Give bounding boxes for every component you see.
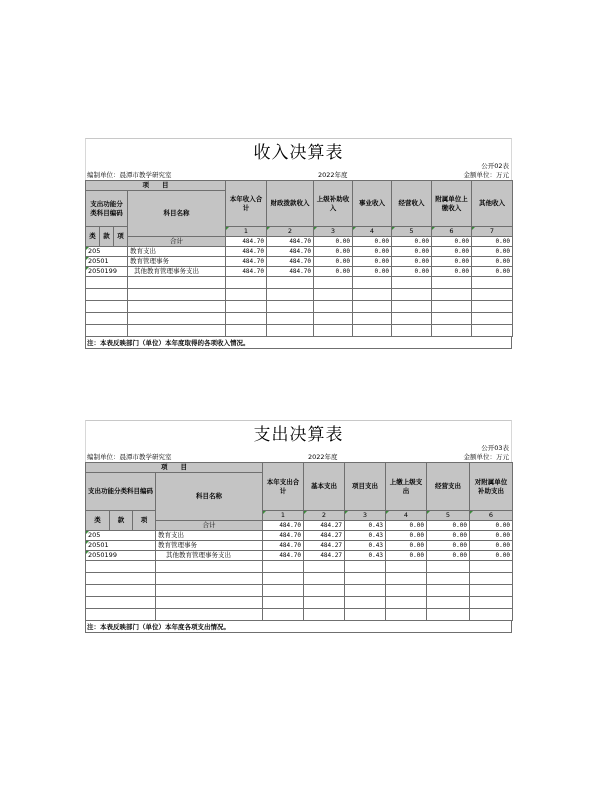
expense-colnum-2: 2 — [304, 511, 345, 521]
expense-total-1: 484.70 — [263, 521, 304, 531]
income-form-no: 公开02表 — [481, 162, 509, 170]
income-colnum-3: 3 — [314, 227, 353, 237]
row-value: 484.70 — [263, 551, 304, 561]
income-total-1: 484.70 — [226, 237, 267, 247]
income-colnum-5: 5 — [392, 227, 432, 237]
income-formno-row — [85, 162, 512, 171]
expense-total-4: 0.00 — [386, 521, 427, 531]
income-total-label: 合计 — [128, 237, 226, 247]
income-total-3: 0.00 — [314, 237, 353, 247]
row-value: 0.00 — [470, 531, 513, 541]
expense-unit: 编制单位：晨潭市教学研究室 — [87, 453, 172, 461]
row-name: 教育支出 — [128, 247, 226, 257]
row-value: 0.00 — [432, 247, 472, 257]
row-value: 0.00 — [386, 531, 427, 541]
table-row — [86, 247, 513, 257]
row-value: 484.70 — [263, 531, 304, 541]
expense-colnum-4: 4 — [386, 511, 427, 521]
expense-currency: 金额单位：万元 — [463, 453, 509, 461]
empty-row — [86, 597, 513, 609]
row-code: 20501 — [86, 257, 128, 267]
empty-row — [86, 325, 513, 337]
row-value: 0.00 — [432, 267, 472, 277]
row-value: 0.00 — [314, 257, 353, 267]
empty-row — [86, 289, 513, 301]
row-code: 20501 — [86, 541, 156, 551]
income-year: 2022年度 — [318, 171, 348, 179]
empty-row — [86, 585, 513, 597]
expense-total-5: 0.00 — [427, 521, 470, 531]
expense-colnum-1: 1 — [263, 511, 304, 521]
empty-row — [86, 277, 513, 289]
row-value: 0.00 — [386, 551, 427, 561]
expense-year: 2022年度 — [308, 453, 338, 461]
row-value: 0.00 — [432, 257, 472, 267]
row-value: 0.43 — [345, 531, 386, 541]
income-colnum-4: 4 — [353, 227, 392, 237]
row-name: 教育管理事务 — [156, 541, 263, 551]
income-total-7: 0.00 — [472, 237, 513, 247]
income-col-header-5: 经营收入 — [392, 181, 432, 227]
income-code-header: 支出功能分类科目编码 — [86, 191, 128, 227]
expense-colnum-3: 3 — [345, 511, 386, 521]
row-value: 484.70 — [267, 247, 314, 257]
row-value: 0.00 — [472, 267, 513, 277]
row-value: 0.00 — [314, 247, 353, 257]
income-unit: 编制单位：晨潭市教学研究室 — [87, 171, 172, 179]
expense-total-3: 0.43 — [345, 521, 386, 531]
expense-item-header: 项 目 — [86, 463, 263, 473]
row-name: 其他教育管理事务支出 — [128, 267, 226, 277]
expense-col-header-2: 基本支出 — [304, 463, 345, 511]
expense-colnum-6: 6 — [470, 511, 513, 521]
table-row — [86, 267, 513, 277]
income-statement — [85, 138, 512, 349]
income-col-header-6: 附属单位上缴收入 — [432, 181, 472, 227]
income-total-6: 0.00 — [432, 237, 472, 247]
income-note: 注：本表反映部门（单位）本年度取得的各项收入情况。 — [85, 337, 512, 349]
income-table — [85, 180, 513, 337]
row-value: 0.00 — [353, 257, 392, 267]
income-total-5: 0.00 — [392, 237, 432, 247]
expense-col-header-6: 对附属单位补助支出 — [470, 463, 513, 511]
row-value: 0.00 — [314, 267, 353, 277]
expense-total-2: 484.27 — [304, 521, 345, 531]
expense-formno-row — [85, 444, 512, 453]
expense-kuan-header: 款 — [110, 511, 133, 531]
row-value: 0.00 — [427, 531, 470, 541]
row-value: 0.00 — [353, 247, 392, 257]
empty-row — [86, 609, 513, 621]
table-row — [86, 551, 513, 561]
row-value: 484.70 — [226, 247, 267, 257]
expense-col-header-4: 上缴上级支出 — [386, 463, 427, 511]
income-currency: 金额单位：万元 — [463, 171, 509, 179]
expense-code-header: 支出功能分类科目编码 — [86, 473, 156, 511]
income-colnum-7: 7 — [472, 227, 513, 237]
row-name: 教育管理事务 — [128, 257, 226, 267]
expense-colnum-5: 5 — [427, 511, 470, 521]
row-value: 484.27 — [304, 551, 345, 561]
row-code: 2050199 — [86, 267, 128, 277]
income-info-row — [85, 171, 512, 180]
row-value: 484.70 — [267, 257, 314, 267]
empty-row — [86, 313, 513, 325]
empty-row — [86, 573, 513, 585]
expense-note: 注：本表反映部门（单位）本年度各项支出情况。 — [85, 621, 512, 633]
row-value: 0.00 — [470, 541, 513, 551]
empty-row — [86, 561, 513, 573]
row-value: 0.00 — [470, 551, 513, 561]
row-value: 0.00 — [392, 247, 432, 257]
expense-col-header-1: 本年支出合计 — [263, 463, 304, 511]
income-colnum-6: 6 — [432, 227, 472, 237]
income-total-2: 484.70 — [267, 237, 314, 247]
row-value: 484.70 — [226, 267, 267, 277]
row-value: 484.70 — [263, 541, 304, 551]
expense-info-row — [85, 453, 512, 462]
income-xiang-header: 项 — [114, 227, 128, 247]
row-value: 0.00 — [386, 541, 427, 551]
income-item-header: 项 目 — [86, 181, 226, 191]
expense-title: 支出决算表 — [85, 420, 512, 444]
row-code: 2050199 — [86, 551, 156, 561]
expense-table — [85, 462, 513, 621]
row-value: 0.43 — [345, 551, 386, 561]
expense-name-header: 科目名称 — [156, 473, 263, 521]
income-colnum-2: 2 — [267, 227, 314, 237]
income-title: 收入决算表 — [85, 138, 512, 162]
expense-total-6: 0.00 — [470, 521, 513, 531]
income-total-4: 0.00 — [353, 237, 392, 247]
expense-col-header-3: 项目支出 — [345, 463, 386, 511]
income-colnum-1: 1 — [226, 227, 267, 237]
expense-col-header-5: 经营支出 — [427, 463, 470, 511]
row-value: 0.00 — [427, 551, 470, 561]
row-value: 0.00 — [392, 257, 432, 267]
row-value: 0.00 — [472, 257, 513, 267]
row-code: 205 — [86, 531, 156, 541]
row-value: 484.70 — [226, 257, 267, 267]
row-value: 484.70 — [267, 267, 314, 277]
row-name: 教育支出 — [156, 531, 263, 541]
expense-statement — [85, 420, 512, 633]
row-value: 0.00 — [472, 247, 513, 257]
table-row — [86, 531, 513, 541]
income-col-header-3: 上级补助收入 — [314, 181, 353, 227]
expense-xiang-header: 项 — [133, 511, 156, 531]
row-value: 484.27 — [304, 531, 345, 541]
table-row — [86, 541, 513, 551]
row-name: 其他教育管理事务支出 — [156, 551, 263, 561]
income-col-header-1: 本年收入合计 — [226, 181, 267, 227]
income-col-header-4: 事业收入 — [353, 181, 392, 227]
income-kuan-header: 款 — [100, 227, 114, 247]
empty-row — [86, 301, 513, 313]
row-value: 0.43 — [345, 541, 386, 551]
row-code: 205 — [86, 247, 128, 257]
income-col-header-2: 财政拨款收入 — [267, 181, 314, 227]
row-value: 484.27 — [304, 541, 345, 551]
row-value: 0.00 — [392, 267, 432, 277]
income-lei-header: 类 — [86, 227, 100, 247]
expense-form-no: 公开03表 — [481, 444, 509, 452]
table-row — [86, 257, 513, 267]
row-value: 0.00 — [427, 541, 470, 551]
expense-lei-header: 类 — [86, 511, 110, 531]
expense-total-label: 合计 — [156, 521, 263, 531]
income-name-header: 科目名称 — [128, 191, 226, 237]
row-value: 0.00 — [353, 267, 392, 277]
income-col-header-7: 其他收入 — [472, 181, 513, 227]
